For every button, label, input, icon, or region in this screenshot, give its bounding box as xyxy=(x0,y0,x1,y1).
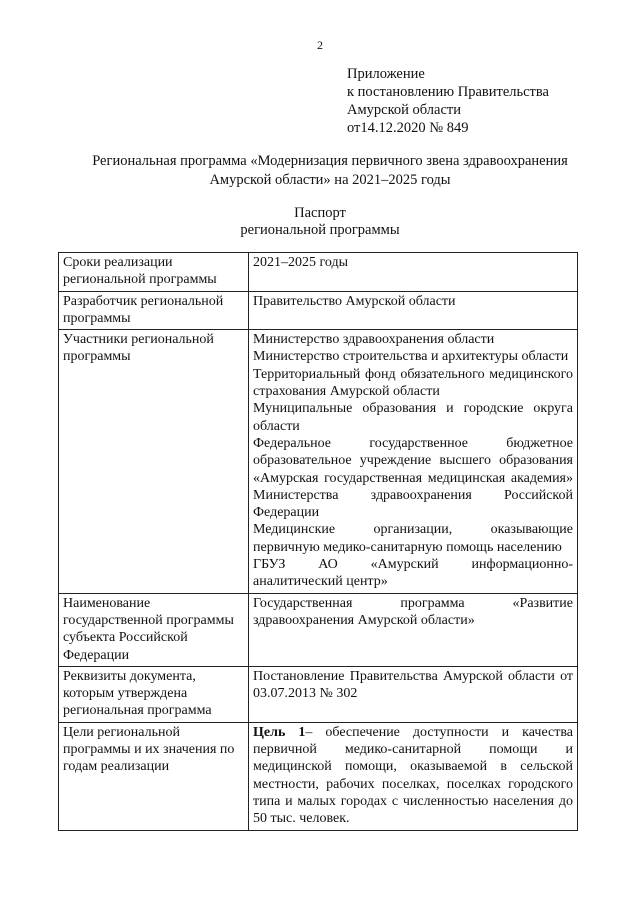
passport-heading xyxy=(0,205,640,239)
participant-item: Медицинские организации, оказывающие первичную медико-санитарную помощь населению xyxy=(253,522,573,555)
row-value-line: Правительство Амурской области xyxy=(253,293,456,309)
program-title-line: Региональная программа «Модернизация первичного звена здравоохранения xyxy=(92,153,568,169)
goal-text: – обеспечение доступности и качества первичной медико-санитарной помощи и медицинской помощи, оказываемой в сельской местности, рабочих поселках, поселках городского типа и малых городах с численностью населения до 50 тыс. человек. xyxy=(253,724,573,827)
appendix-line: Приложение xyxy=(347,66,425,82)
table-row xyxy=(59,253,578,292)
participant-item: Министерство строительства и архитектуры области xyxy=(253,349,569,365)
participant-item: Министерство здравоохранения области xyxy=(253,332,495,348)
goal-label: Цель 1 xyxy=(253,724,306,740)
appendix-block xyxy=(347,65,549,137)
participant-item: Территориальный фонд обязательного медицинского страхования Амурской области xyxy=(253,366,573,400)
table-row xyxy=(59,666,578,722)
program-title-line: Амурской области» на 2021–2025 годы xyxy=(209,172,451,188)
appendix-line: от14.12.2020 № 849 xyxy=(347,120,469,136)
table-row xyxy=(59,330,578,593)
row-value xyxy=(249,666,578,722)
row-value xyxy=(249,330,578,593)
row-label: Цели региональной программы и их значения по годам реализации xyxy=(59,722,249,830)
row-label: Участники региональной программы xyxy=(59,330,249,593)
row-value-line: 2021–2025 годы xyxy=(253,255,349,270)
table-row xyxy=(59,291,578,330)
appendix-line: Амурской области xyxy=(347,102,461,118)
row-value xyxy=(249,593,578,666)
participant-item: Муниципальные образования и городские округа области xyxy=(253,401,573,434)
row-value-line: Государственная программа «Развитие здравоохранения Амурской области» xyxy=(253,595,573,628)
row-value xyxy=(249,253,578,292)
row-label: Сроки реализации региональной программы xyxy=(59,253,249,292)
row-value xyxy=(249,291,578,330)
table-row xyxy=(59,593,578,666)
table-row xyxy=(59,722,578,830)
row-label: Разработчик региональной программы xyxy=(59,291,249,330)
row-label: Наименование государственной программы субъекта Российской Федерации xyxy=(59,593,249,666)
row-label: Реквизиты документа, которым утверждена региональная программа xyxy=(59,666,249,722)
appendix-line: к постановлению Правительства xyxy=(347,84,549,100)
participant-item: Федеральное государственное бюджетное образовательное учреждение высшего образования «Амурская государственная медицинская академия» Министерства здравоохранения Российской Федерации xyxy=(253,435,573,521)
participant-item: ГБУЗ АО «Амурский информационно-аналитический центр» xyxy=(253,557,573,590)
row-value-line: Постановление Правительства Амурской области от 03.07.2013 № 302 xyxy=(253,668,573,702)
passport-table xyxy=(58,252,578,831)
row-value xyxy=(249,722,578,830)
page-number: 2 xyxy=(317,38,323,52)
passport-heading-line: региональной программы xyxy=(240,222,400,238)
program-title xyxy=(60,152,600,190)
passport-heading-line: Паспорт xyxy=(294,205,346,221)
